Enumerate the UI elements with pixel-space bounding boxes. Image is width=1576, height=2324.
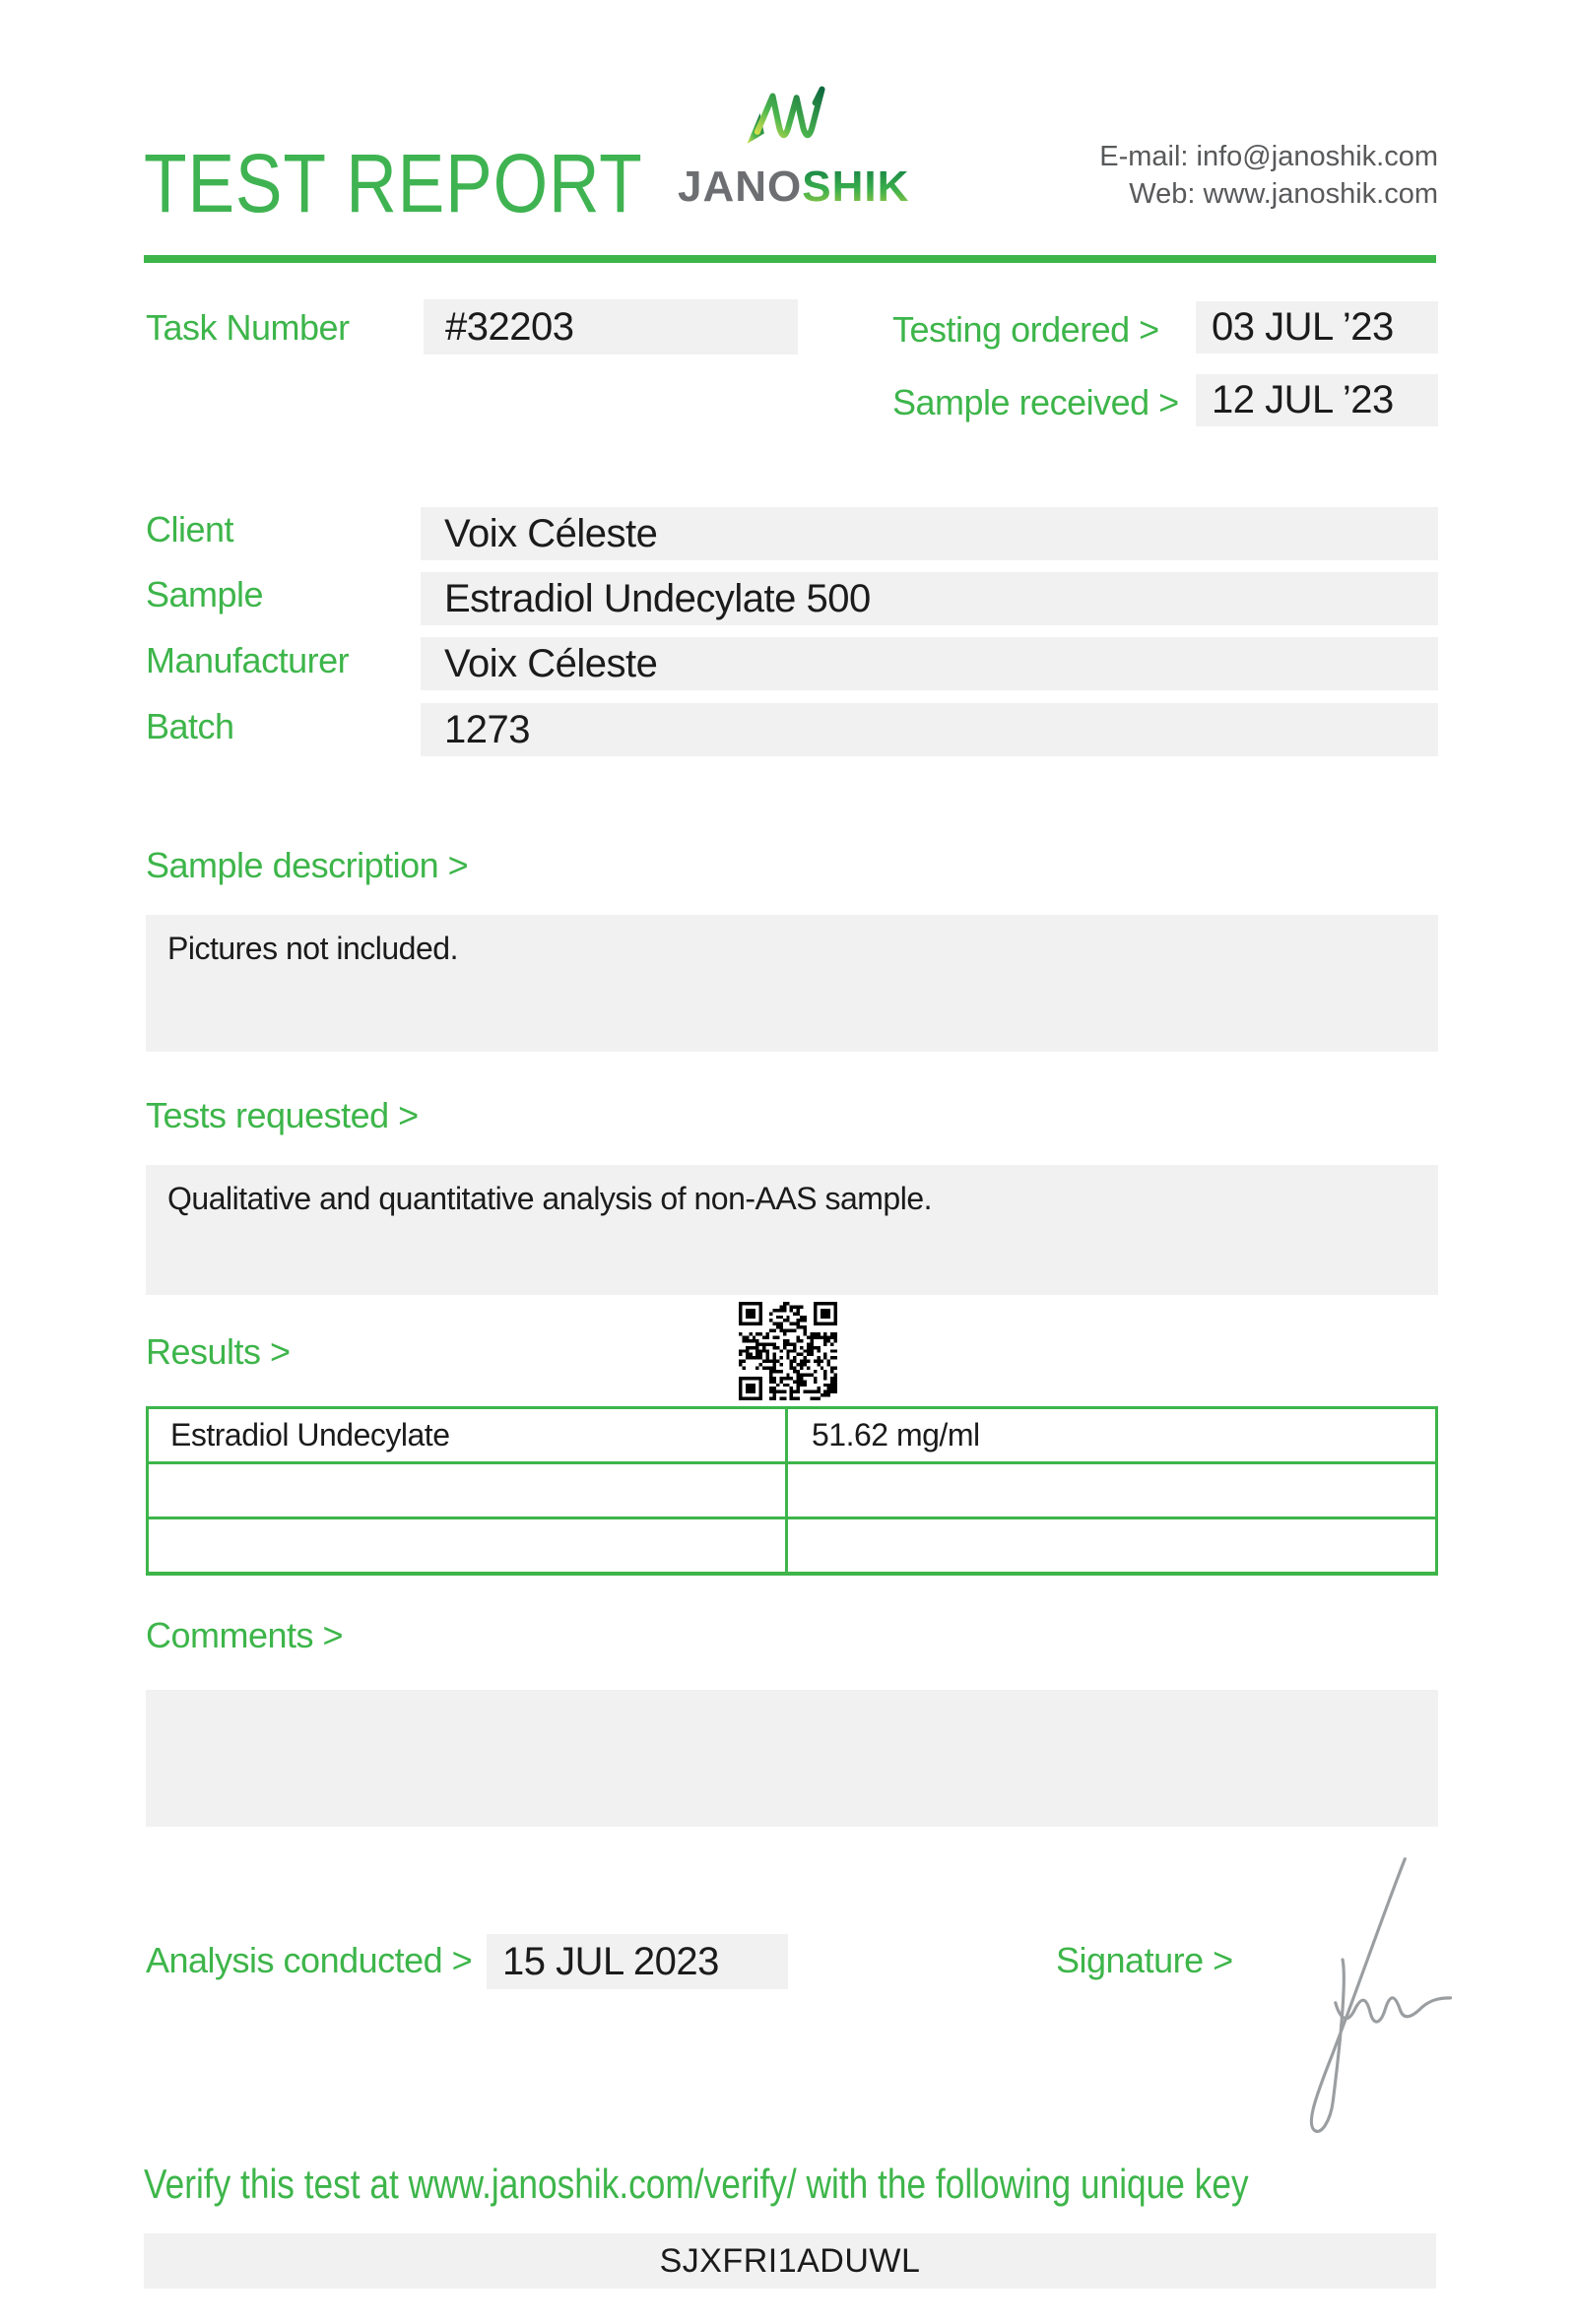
- manufacturer-label: Manufacturer: [146, 640, 350, 680]
- logo-wordmark: [678, 162, 910, 212]
- sample-value: Estradiol Undecylate 500: [421, 572, 1438, 625]
- results-heading: Results >: [146, 1331, 291, 1372]
- sample-description-text: Pictures not included.: [167, 931, 458, 966]
- unique-key: SJXFRI1ADUWL: [144, 2233, 1436, 2289]
- verify-instructions: Verify this test at www.janoshik.com/verify/ with the following unique key: [144, 2161, 1249, 2207]
- signature-label: Signature >: [1056, 1940, 1233, 1980]
- header-divider: [144, 255, 1436, 263]
- client-label: Client: [146, 509, 234, 549]
- result-text: 51.62 mg/ml: [812, 1417, 980, 1452]
- signature-image: [1249, 1849, 1458, 2137]
- page-title: TEST REPORT: [144, 137, 643, 229]
- sample-description-heading: Sample description >: [146, 845, 469, 885]
- qr-code: [739, 1302, 837, 1400]
- logo: [678, 81, 910, 212]
- contact-info: [1099, 138, 1438, 213]
- sample-received-label: Sample received >: [892, 382, 1179, 422]
- result-cell: [788, 1519, 1435, 1572]
- sample-description-box: [146, 915, 1438, 1052]
- results-table: [146, 1406, 1438, 1576]
- testing-ordered-label: Testing ordered >: [892, 309, 1159, 350]
- task-number-label: Task Number: [146, 307, 350, 348]
- analyte-cell: [149, 1464, 788, 1517]
- logo-text-gray: JANO: [678, 162, 803, 211]
- table-row: [149, 1519, 1435, 1572]
- batch-label: Batch: [146, 706, 234, 746]
- analyte-cell: [149, 1519, 788, 1572]
- comments-heading: Comments >: [146, 1615, 344, 1655]
- analysis-conducted-label: Analysis conducted >: [146, 1940, 473, 1980]
- batch-value: 1273: [421, 703, 1438, 756]
- comments-box: [146, 1690, 1438, 1827]
- analyte-text: Estradiol Undecylate: [170, 1417, 450, 1452]
- table-row: [149, 1409, 1435, 1464]
- tests-requested-box: [146, 1165, 1438, 1295]
- testing-ordered-value: 03 JUL ’23: [1196, 301, 1438, 354]
- task-number-value: #32203: [424, 299, 798, 355]
- manufacturer-value: Voix Céleste: [421, 637, 1438, 690]
- logo-text-green: SHIK: [802, 162, 910, 211]
- result-cell: [788, 1464, 1435, 1517]
- analyte-cell: [149, 1409, 788, 1461]
- tests-requested-text: Qualitative and quantitative analysis of non-AAS sample.: [167, 1181, 933, 1216]
- client-value: Voix Céleste: [421, 507, 1438, 560]
- email-line: E-mail: info@janoshik.com: [1099, 141, 1438, 172]
- growth-chart-icon: [745, 81, 831, 156]
- sample-received-value: 12 JUL ’23: [1196, 374, 1438, 426]
- sample-label: Sample: [146, 574, 264, 614]
- analysis-conducted-value: 15 JUL 2023: [487, 1934, 788, 1989]
- result-cell: [788, 1409, 1435, 1461]
- table-row: [149, 1464, 1435, 1519]
- tests-requested-heading: Tests requested >: [146, 1095, 419, 1135]
- web-line: Web: www.janoshik.com: [1129, 178, 1438, 210]
